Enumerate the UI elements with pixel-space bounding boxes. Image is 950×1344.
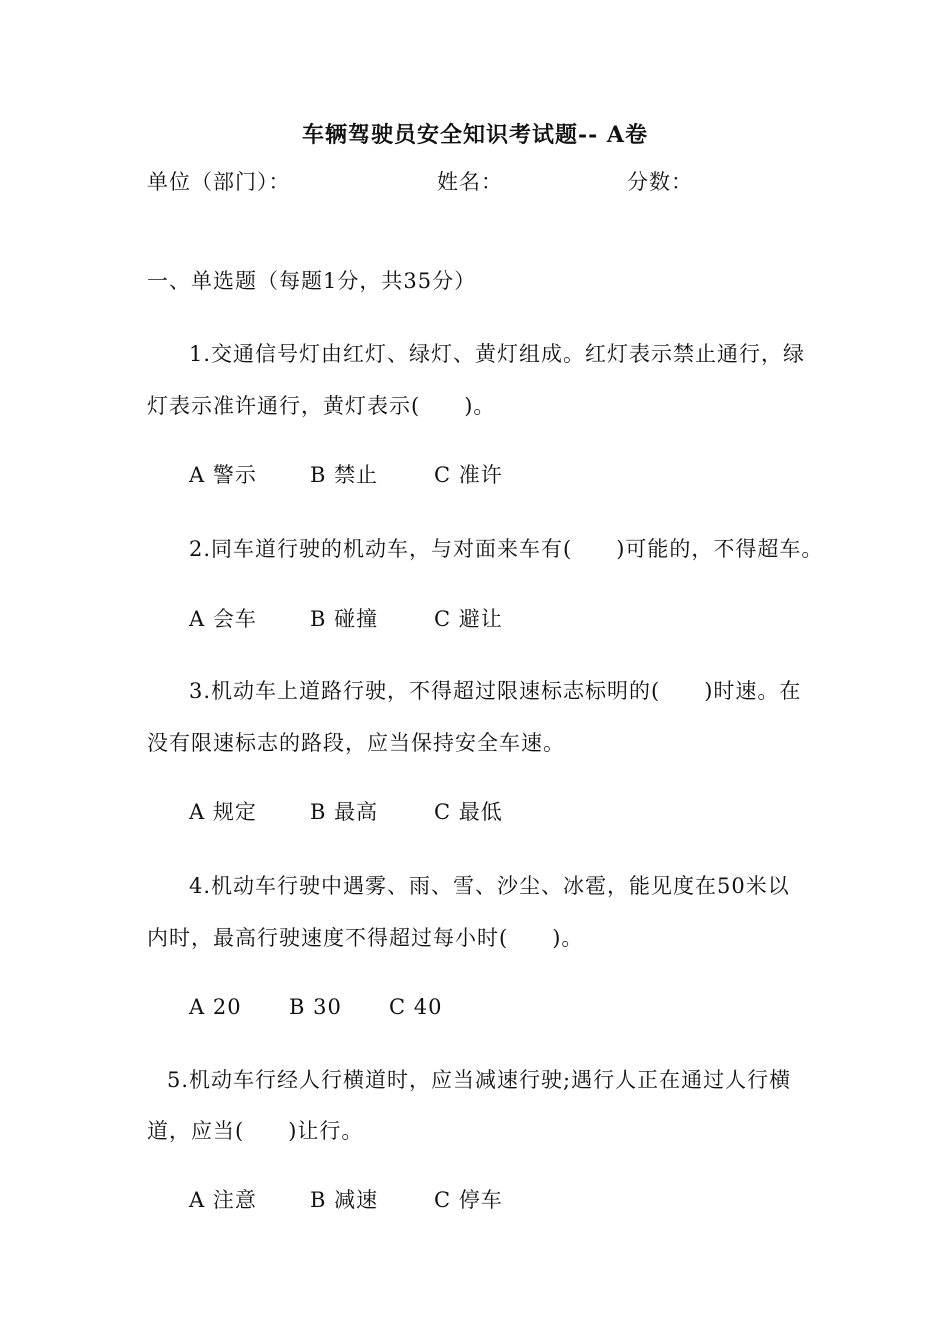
- question-1-line-1: 1.交通信号灯由红灯、绿灯、黄灯组成。红灯表示禁止通行，绿: [189, 342, 806, 366]
- exam-title: 车辆驾驶员安全知识考试题-- A卷: [302, 122, 648, 148]
- question-3-line-1: 3.机动车上道路行驶，不得超过限速标志标明的( )时速。在: [189, 679, 802, 703]
- question-5-line-2: 道，应当( )让行。: [147, 1119, 364, 1143]
- question-4-option-b: B 30: [289, 995, 342, 1019]
- unit-field-label: 单位（部门）：: [147, 170, 291, 194]
- question-5-option-a: A 注意: [189, 1188, 257, 1212]
- question-4-option-a: A 20: [189, 995, 242, 1019]
- question-4-line-2: 内时，最高行驶速度不得超过每小时( )。: [147, 926, 584, 950]
- question-3-option-b: B 最高: [310, 800, 379, 824]
- name-field-label: 姓名：: [437, 170, 503, 194]
- question-2-line-1: 2.同车道行驶的机动车，与对面来车有( )可能的，不得超车。: [189, 537, 824, 561]
- question-3-option-c: C 最低: [434, 800, 503, 824]
- question-3-option-a: A 规定: [189, 800, 257, 824]
- question-1-option-c: C 准许: [434, 463, 503, 487]
- question-1-option-b: B 禁止: [310, 463, 379, 487]
- question-3-line-2: 没有限速标志的路段，应当保持安全车速。: [147, 731, 565, 755]
- question-5-line-1: 5.机动车行经人行横道时，应当减速行驶;遇行人正在通过人行横: [167, 1068, 792, 1092]
- question-2-option-c: C 避让: [434, 607, 503, 631]
- question-1-line-2: 灯表示准许通行，黄灯表示( )。: [147, 394, 496, 418]
- question-2-option-b: B 碰撞: [310, 607, 379, 631]
- question-4-option-c: C 40: [389, 995, 443, 1019]
- score-field-label: 分数：: [627, 170, 693, 194]
- question-2-option-a: A 会车: [189, 607, 257, 631]
- question-5-option-c: C 停车: [434, 1188, 503, 1212]
- question-4-line-1: 4.机动车行驶中遇雾、雨、雪、沙尘、冰雹，能见度在50米以: [189, 874, 790, 898]
- question-5-option-b: B 减速: [310, 1188, 379, 1212]
- section-heading: 一、单选题（每题1分，共35分）: [147, 269, 477, 293]
- question-1-option-a: A 警示: [189, 463, 257, 487]
